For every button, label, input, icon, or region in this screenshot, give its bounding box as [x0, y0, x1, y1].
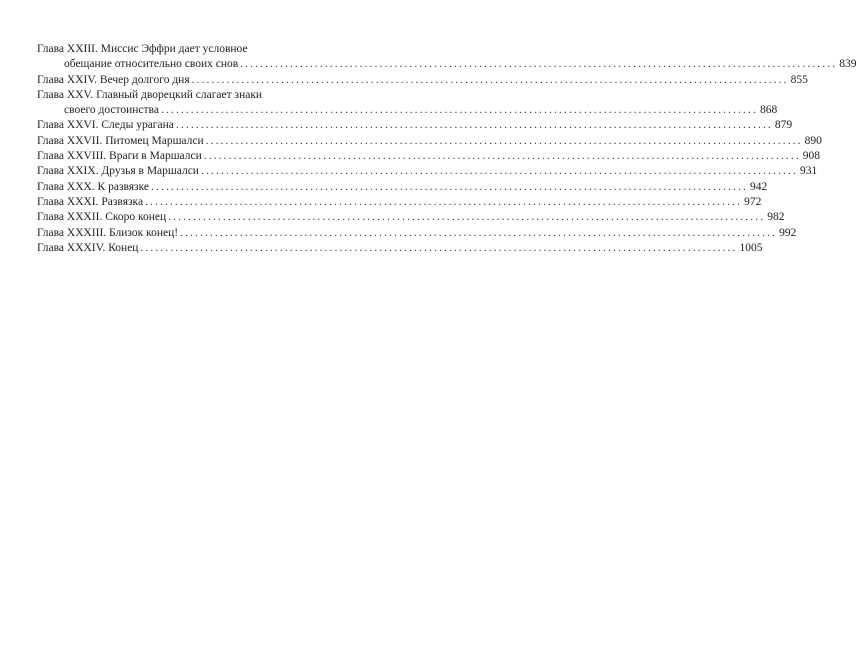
- toc-entry-line: [37, 241, 763, 256]
- toc-entry[interactable]: [37, 226, 797, 241]
- toc-page-number: 839: [839, 58, 856, 71]
- toc-entry[interactable]: [37, 180, 768, 195]
- toc-page-number: 972: [744, 195, 762, 208]
- dot-leader: ........................................................................................................................: [175, 119, 773, 132]
- toc-entry-line: [37, 57, 856, 72]
- dot-leader: ........................................................................................................................: [200, 165, 798, 178]
- toc-entry-title: обещание относительно своих снов: [64, 58, 239, 71]
- dot-leader: ........................................................................................................................: [203, 150, 801, 163]
- toc-entry-line: [37, 210, 785, 225]
- toc-entry-line: [37, 42, 365, 57]
- toc-page-number: 868: [759, 104, 778, 117]
- toc-entry[interactable]: [37, 118, 793, 133]
- toc-entry-title: Глава XXXII. Скоро конец: [37, 211, 167, 224]
- toc-entry-line: [37, 118, 793, 133]
- toc-page-number: 908: [802, 150, 821, 163]
- dot-leader: ........................................................................................................................: [240, 58, 838, 71]
- toc-page-number: 855: [790, 73, 808, 86]
- toc-page-number: 992: [779, 226, 797, 239]
- toc-entry[interactable]: [37, 241, 763, 256]
- toc-entry-line: [37, 149, 821, 164]
- toc-entry[interactable]: [37, 88, 778, 119]
- toc-entry-title: Глава XXVI. Следы урагана: [37, 119, 174, 132]
- dot-leader: ........................................................................................................................: [140, 241, 738, 254]
- toc-entry-title: своего достоинства: [64, 104, 159, 117]
- toc-entry-line: [37, 164, 818, 179]
- toc-entry-title: Глава XXIV. Вечер долгого дня: [37, 73, 190, 86]
- toc-page-number: 1005: [739, 241, 763, 254]
- toc-entry-title: Глава XXIX. Друзья в Маршалси: [37, 165, 199, 178]
- dot-leader: ........................................................................................................................: [168, 211, 766, 224]
- toc-entry[interactable]: [37, 164, 818, 179]
- dot-leader: ........................................................................................................................: [160, 104, 758, 117]
- toc-page-number: 982: [767, 211, 785, 224]
- toc-entry-line: [37, 180, 768, 195]
- toc-entry[interactable]: [37, 42, 856, 73]
- toc-entry-title: Глава XXXI. Развязка: [37, 195, 144, 208]
- toc-page-number: 879: [774, 119, 793, 132]
- toc-entry-title: Глава XXVIII. Враги в Маршалси: [37, 150, 202, 163]
- toc-entry-title: Глава XXXIII. Близок конец!: [37, 226, 179, 239]
- toc-entry-line: [37, 195, 762, 210]
- toc-entry-line: [37, 226, 797, 241]
- toc-entry[interactable]: [37, 134, 822, 149]
- toc-entry[interactable]: [37, 195, 762, 210]
- table-of-contents: [37, 42, 856, 256]
- dot-leader: ........................................................................................................................: [205, 134, 803, 147]
- dot-leader: ........................................................................................................................: [191, 73, 789, 86]
- dot-leader: ........................................................................................................................: [151, 180, 749, 193]
- toc-entry[interactable]: [37, 73, 808, 88]
- toc-entry-line: [37, 88, 365, 103]
- toc-entry-line: [37, 73, 808, 88]
- toc-page-number: 931: [799, 165, 818, 178]
- dot-leader: ........................................................................................................................: [180, 226, 778, 239]
- toc-page-number: 890: [804, 134, 822, 147]
- toc-entry-line: [37, 103, 778, 118]
- toc-entry-title: Глава XXV. Главный дворецкий слагает знаки: [37, 88, 263, 101]
- toc-entry-line: [37, 134, 822, 149]
- dot-leader: ........................................................................................................................: [145, 195, 743, 208]
- toc-page-number: 942: [750, 180, 768, 193]
- toc-entry-title: Глава XXIII. Миссис Эффри дает условное: [37, 43, 248, 55]
- toc-entry-title: Глава XXVII. Питомец Маршалси: [37, 134, 204, 147]
- toc-entry-title: Глава XXXIV. Конец: [37, 241, 139, 254]
- toc-entry[interactable]: [37, 210, 785, 225]
- toc-entry[interactable]: [37, 149, 821, 164]
- toc-entry-title: Глава XXX. К развязке: [37, 180, 150, 193]
